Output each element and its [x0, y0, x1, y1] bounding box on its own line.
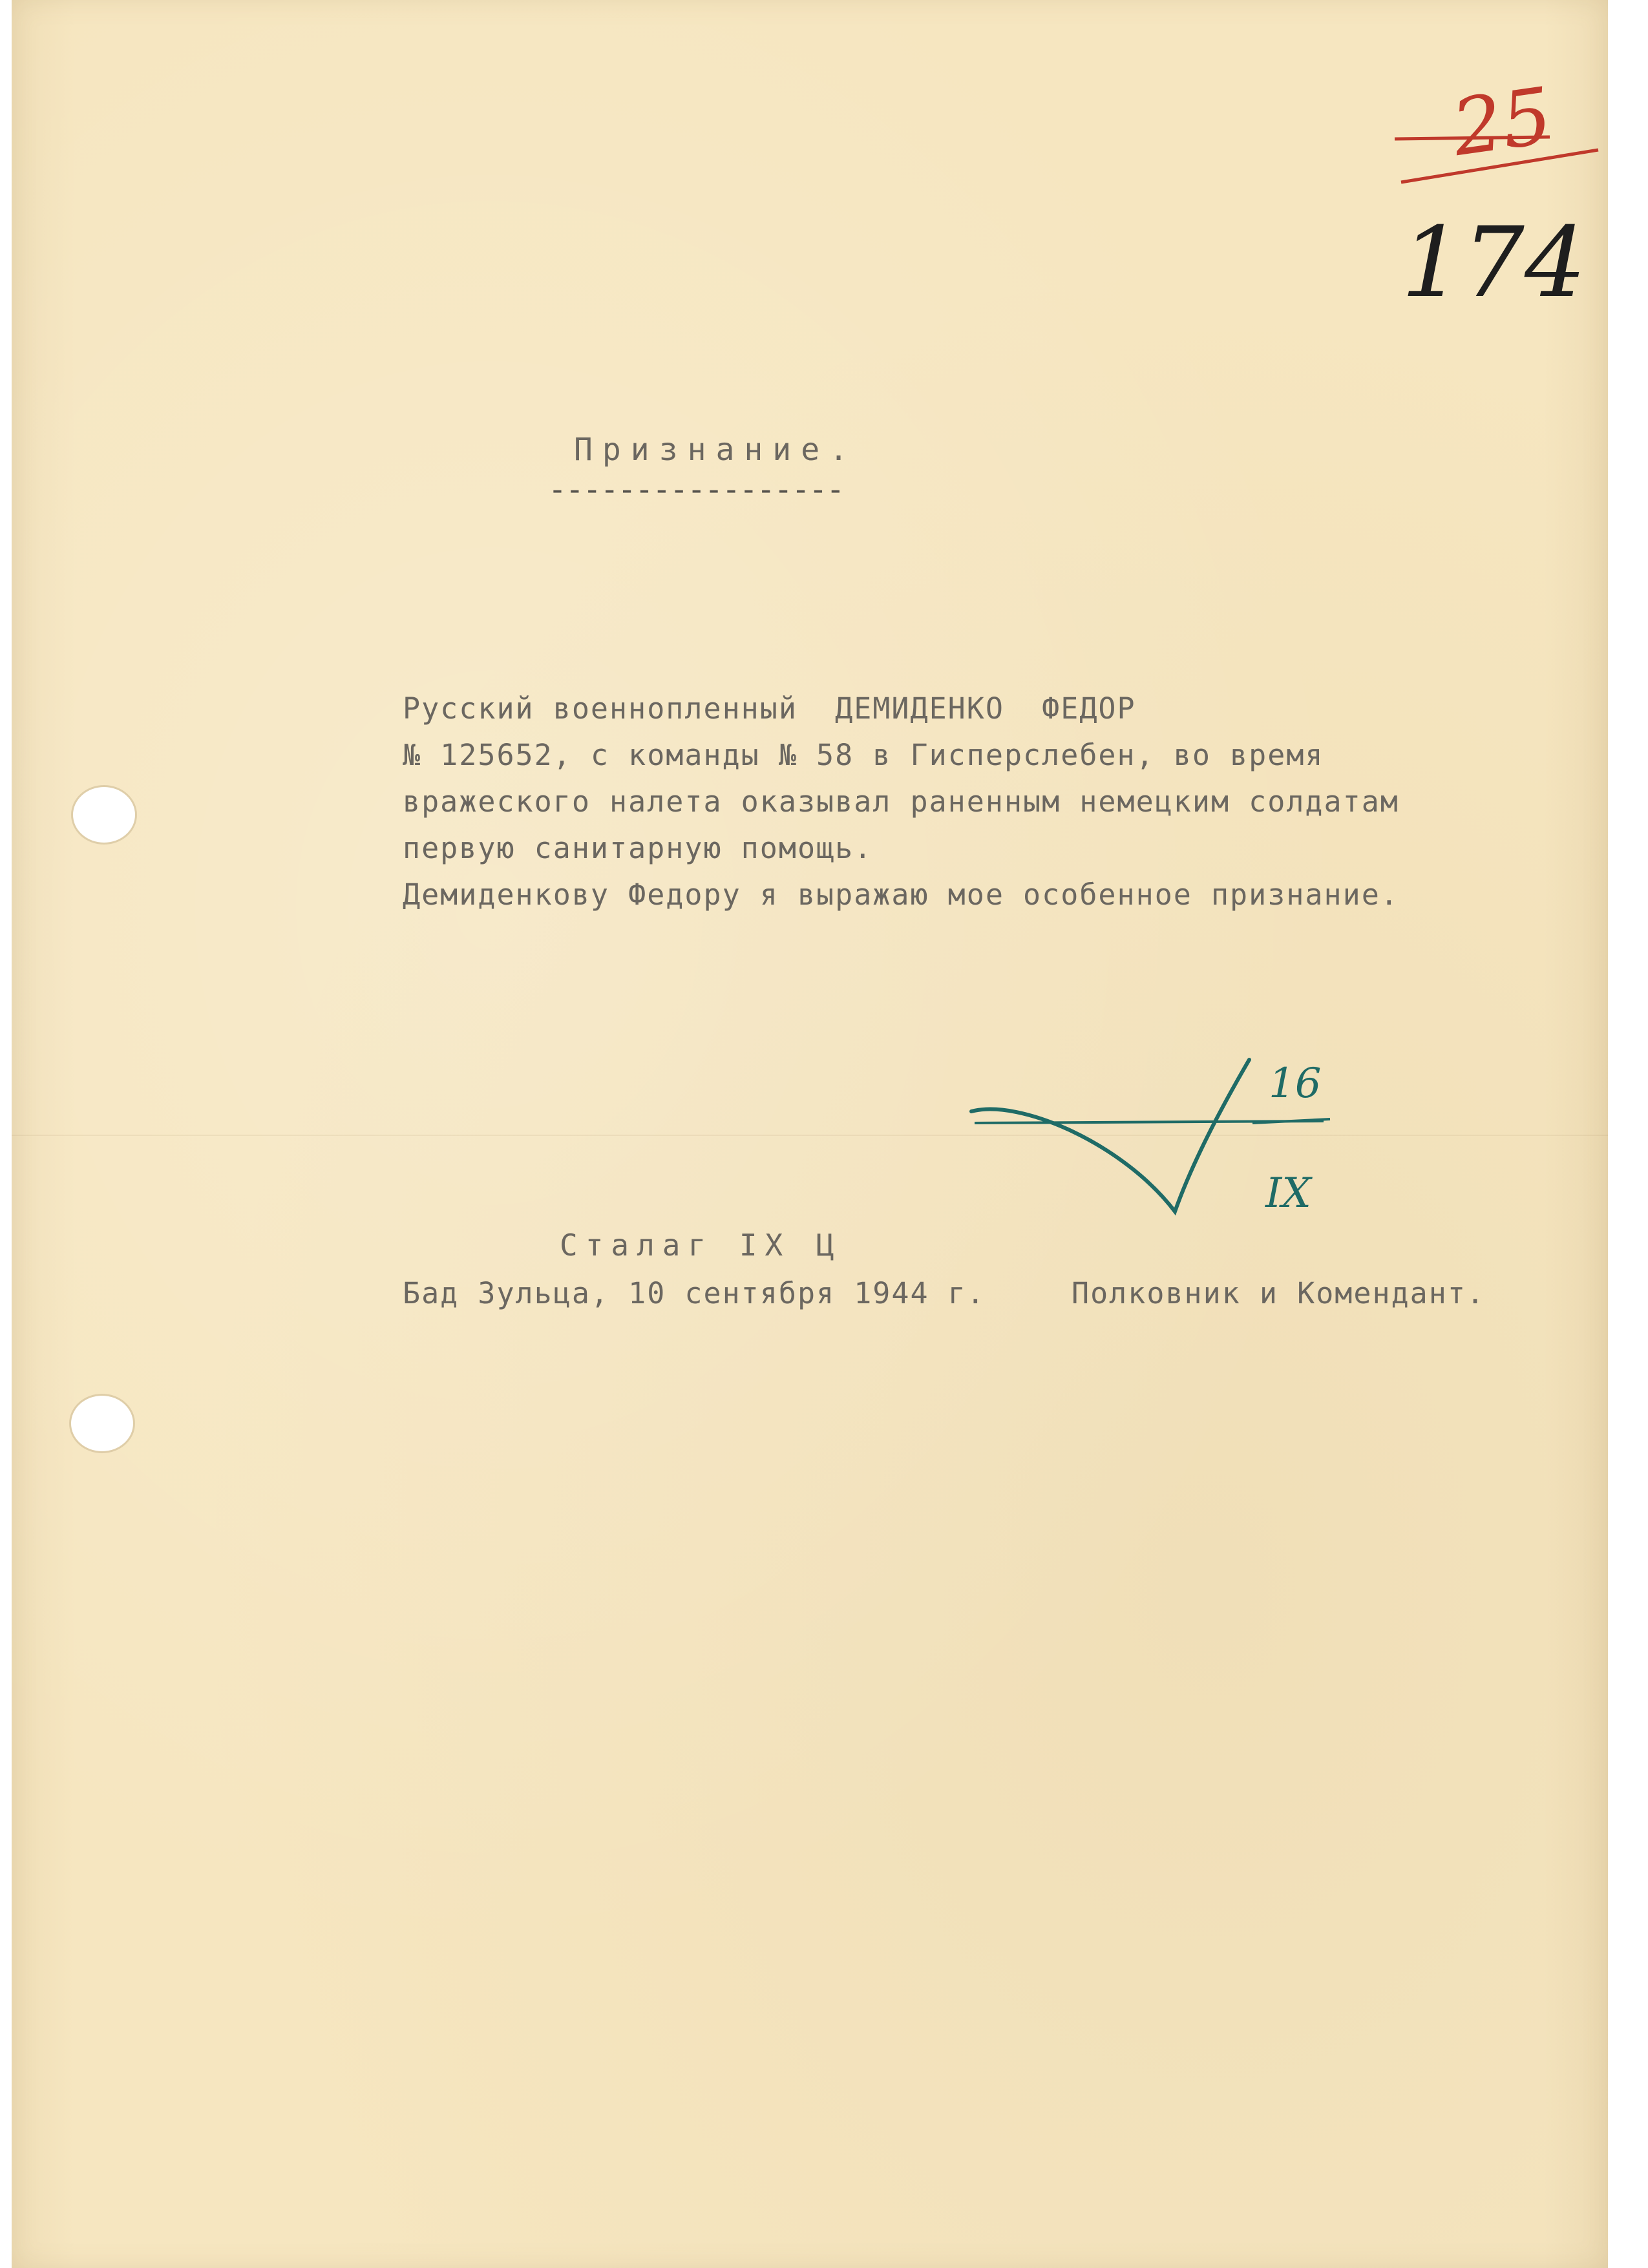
signature-checkmark: [971, 1060, 1249, 1212]
body-line-5: Демиденкову Федору я выражаю мое особенное признание.: [403, 877, 1399, 912]
signatory-position: Полковник и Комендант.: [1072, 1276, 1486, 1310]
body-line-1: Русский военнопленный ДЕМИДЕНКО ФЕДОР: [403, 691, 1136, 726]
title-underline: -----------------: [548, 472, 844, 508]
place-and-date: Бад Зульца, 10 сентября 1944 г.: [403, 1276, 986, 1310]
document-page: [12, 0, 1608, 2268]
body-line-2: № 125652, с команды № 58 в Гисперслебен, во время: [403, 738, 1324, 772]
body-line-4: первую санитарную помощь.: [403, 831, 873, 865]
pencil-marks-layer: [12, 0, 1608, 2268]
body-line-3: вражеского налета оказывал раненным немецким солдатам: [403, 784, 1399, 819]
handwritten-month: IX: [1265, 1170, 1311, 1217]
document-title: Признание.: [574, 432, 858, 468]
camp-name: Сталаг IX Ц: [560, 1228, 842, 1263]
folio-number: 174: [1401, 207, 1587, 319]
old-folio-number: 25: [1447, 71, 1558, 174]
handwritten-day: 16: [1269, 1060, 1322, 1108]
